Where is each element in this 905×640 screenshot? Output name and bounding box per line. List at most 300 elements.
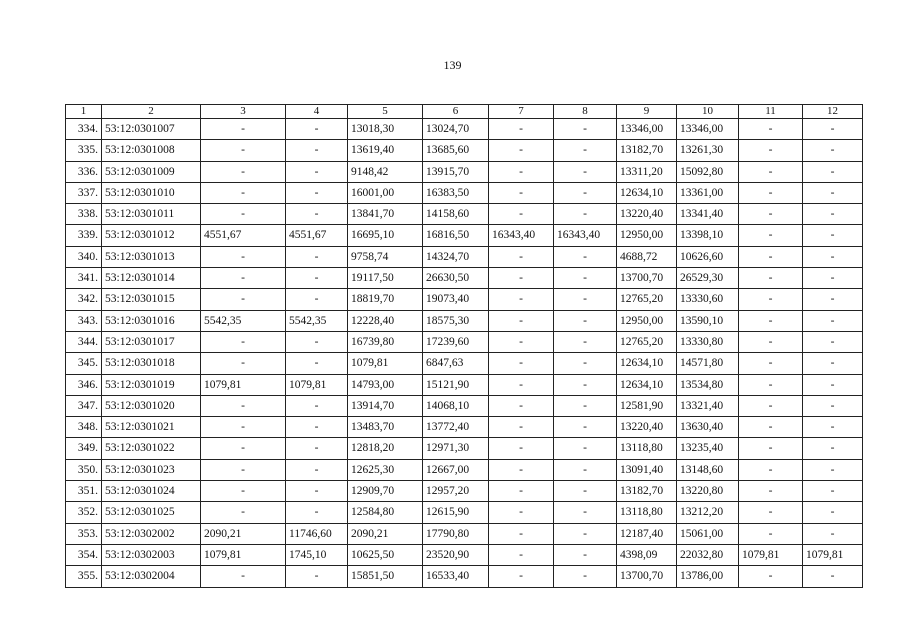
table-row (66, 310, 863, 331)
value-cell: - (554, 161, 617, 182)
cadastral-number-cell: 53:12:0301018 (102, 353, 201, 374)
value-cell: 13330,80 (677, 331, 739, 352)
value-cell: - (803, 140, 863, 161)
value-cell: - (489, 204, 554, 225)
table-row (66, 331, 863, 352)
value-cell: 14158,60 (423, 204, 489, 225)
cadastral-number-cell: 53:12:0302003 (102, 544, 201, 565)
table-row (66, 268, 863, 289)
value-cell: - (286, 395, 348, 416)
row-number-cell: 342. (66, 289, 102, 310)
value-cell: 10626,60 (677, 246, 739, 267)
value-cell: 13220,80 (677, 481, 739, 502)
value-cell: - (286, 161, 348, 182)
table-row (66, 481, 863, 502)
value-cell: - (489, 182, 554, 203)
row-number-cell: 338. (66, 204, 102, 225)
value-cell: 4551,67 (286, 225, 348, 246)
cadastral-number-cell: 53:12:0301022 (102, 438, 201, 459)
value-cell: 15121,90 (423, 374, 489, 395)
value-cell: 9148,42 (348, 161, 423, 182)
value-cell: 13841,70 (348, 204, 423, 225)
value-cell: 1079,81 (803, 544, 863, 565)
value-cell: 16383,50 (423, 182, 489, 203)
row-number-cell: 334. (66, 119, 102, 140)
value-cell: 22032,80 (677, 544, 739, 565)
value-cell: 1079,81 (286, 374, 348, 395)
value-cell: - (201, 268, 286, 289)
value-cell: - (554, 268, 617, 289)
value-cell: - (554, 438, 617, 459)
value-cell: 16533,40 (423, 566, 489, 587)
value-cell: 13398,10 (677, 225, 739, 246)
value-cell: - (489, 310, 554, 331)
value-cell: 13685,60 (423, 140, 489, 161)
value-cell: - (489, 331, 554, 352)
value-cell: 12950,00 (617, 310, 677, 331)
cadastral-number-cell: 53:12:0301012 (102, 225, 201, 246)
value-cell: - (286, 268, 348, 289)
value-cell: - (803, 353, 863, 374)
value-cell: - (739, 395, 803, 416)
cadastral-number-cell: 53:12:0301013 (102, 246, 201, 267)
value-cell: - (739, 161, 803, 182)
value-cell: - (739, 566, 803, 587)
table-row (66, 544, 863, 565)
value-cell: - (286, 438, 348, 459)
table-row (66, 395, 863, 416)
value-cell: - (739, 119, 803, 140)
value-cell: 1079,81 (201, 374, 286, 395)
value-cell: - (201, 119, 286, 140)
value-cell: - (201, 438, 286, 459)
value-cell: - (201, 182, 286, 203)
value-cell: 13182,70 (617, 481, 677, 502)
value-cell: 12584,80 (348, 502, 423, 523)
value-cell: - (803, 268, 863, 289)
row-number-cell: 349. (66, 438, 102, 459)
value-cell: - (739, 481, 803, 502)
value-cell: 15061,00 (677, 523, 739, 544)
value-cell: - (489, 502, 554, 523)
table-row (66, 182, 863, 203)
value-cell: 5542,35 (286, 310, 348, 331)
cadastral-number-cell: 53:12:0301007 (102, 119, 201, 140)
row-number-cell: 345. (66, 353, 102, 374)
value-cell: - (739, 225, 803, 246)
value-cell: - (554, 289, 617, 310)
data-table (65, 104, 863, 588)
value-cell: 13220,40 (617, 204, 677, 225)
value-cell: 12228,40 (348, 310, 423, 331)
value-cell: - (739, 140, 803, 161)
row-number-cell: 350. (66, 459, 102, 480)
value-cell: 13534,80 (677, 374, 739, 395)
value-cell: 16739,80 (348, 331, 423, 352)
cadastral-number-cell: 53:12:0301024 (102, 481, 201, 502)
cadastral-number-cell: 53:12:0301021 (102, 417, 201, 438)
value-cell: - (489, 395, 554, 416)
value-cell: 13619,40 (348, 140, 423, 161)
value-cell: - (739, 353, 803, 374)
row-number-cell: 352. (66, 502, 102, 523)
value-cell: 17790,80 (423, 523, 489, 544)
value-cell: - (739, 246, 803, 267)
value-cell: - (201, 417, 286, 438)
value-cell: 12765,20 (617, 289, 677, 310)
value-cell: 18819,70 (348, 289, 423, 310)
value-cell: - (554, 331, 617, 352)
value-cell: - (554, 374, 617, 395)
value-cell: 13346,00 (617, 119, 677, 140)
value-cell: - (489, 438, 554, 459)
cadastral-number-cell: 53:12:0301010 (102, 182, 201, 203)
value-cell: - (554, 182, 617, 203)
value-cell: - (286, 204, 348, 225)
value-cell: - (286, 502, 348, 523)
row-number-cell: 336. (66, 161, 102, 182)
value-cell: 13118,80 (617, 502, 677, 523)
table-row (66, 119, 863, 140)
table-row (66, 161, 863, 182)
value-cell: 13091,40 (617, 459, 677, 480)
row-number-cell: 337. (66, 182, 102, 203)
value-cell: 1079,81 (201, 544, 286, 565)
value-cell: - (201, 246, 286, 267)
value-cell: - (739, 523, 803, 544)
value-cell: 13346,00 (677, 119, 739, 140)
value-cell: 16343,40 (489, 225, 554, 246)
value-cell: - (201, 289, 286, 310)
value-cell: 16001,00 (348, 182, 423, 203)
column-header: 5 (348, 105, 423, 119)
value-cell: 13772,40 (423, 417, 489, 438)
value-cell: - (803, 225, 863, 246)
value-cell: - (803, 438, 863, 459)
value-cell: - (803, 161, 863, 182)
value-cell: - (489, 459, 554, 480)
value-cell: 16695,10 (348, 225, 423, 246)
value-cell: - (803, 502, 863, 523)
value-cell: - (489, 566, 554, 587)
value-cell: 4551,67 (201, 225, 286, 246)
cadastral-number-cell: 53:12:0301016 (102, 310, 201, 331)
table-row (66, 566, 863, 587)
value-cell: - (489, 161, 554, 182)
column-header: 11 (739, 105, 803, 119)
value-cell: 13311,20 (617, 161, 677, 182)
cadastral-number-cell: 53:12:0302004 (102, 566, 201, 587)
value-cell: 17239,60 (423, 331, 489, 352)
value-cell: 23520,90 (423, 544, 489, 565)
value-cell: 13330,60 (677, 289, 739, 310)
value-cell: 19073,40 (423, 289, 489, 310)
cadastral-number-cell: 53:12:0301014 (102, 268, 201, 289)
value-cell: - (201, 140, 286, 161)
column-header: 12 (803, 105, 863, 119)
cadastral-number-cell: 53:12:0301009 (102, 161, 201, 182)
value-cell: 13700,70 (617, 566, 677, 587)
row-number-cell: 351. (66, 481, 102, 502)
value-cell: 12634,10 (617, 353, 677, 374)
value-cell: 1079,81 (739, 544, 803, 565)
cadastral-number-cell: 53:12:0301023 (102, 459, 201, 480)
value-cell: 12634,10 (617, 374, 677, 395)
value-cell: 12625,30 (348, 459, 423, 480)
value-cell: - (554, 395, 617, 416)
value-cell: 1745,10 (286, 544, 348, 565)
value-cell: - (489, 544, 554, 565)
table-row (66, 204, 863, 225)
value-cell: - (554, 481, 617, 502)
value-cell: - (201, 566, 286, 587)
row-number-cell: 341. (66, 268, 102, 289)
value-cell: - (201, 331, 286, 352)
value-cell: 13786,00 (677, 566, 739, 587)
value-cell: - (554, 417, 617, 438)
value-cell: 2090,21 (348, 523, 423, 544)
value-cell: - (554, 459, 617, 480)
value-cell: - (739, 331, 803, 352)
value-cell: 5542,35 (201, 310, 286, 331)
value-cell: - (554, 310, 617, 331)
value-cell: 12581,90 (617, 395, 677, 416)
value-cell: 13024,70 (423, 119, 489, 140)
row-number-cell: 335. (66, 140, 102, 161)
value-cell: 16343,40 (554, 225, 617, 246)
value-cell: 14571,80 (677, 353, 739, 374)
value-cell: 4688,72 (617, 246, 677, 267)
value-cell: - (201, 481, 286, 502)
value-cell: 12909,70 (348, 481, 423, 502)
value-cell: 19117,50 (348, 268, 423, 289)
value-cell: 13235,40 (677, 438, 739, 459)
value-cell: 12667,00 (423, 459, 489, 480)
value-cell: - (286, 331, 348, 352)
table-row (66, 502, 863, 523)
value-cell: - (803, 246, 863, 267)
row-number-cell: 353. (66, 523, 102, 544)
value-cell: - (201, 459, 286, 480)
table-row (66, 140, 863, 161)
value-cell: - (739, 502, 803, 523)
value-cell: 12187,40 (617, 523, 677, 544)
table-row (66, 374, 863, 395)
value-cell: - (489, 119, 554, 140)
column-header: 8 (554, 105, 617, 119)
column-header: 7 (489, 105, 554, 119)
table-row (66, 459, 863, 480)
value-cell: - (489, 374, 554, 395)
value-cell: - (489, 353, 554, 374)
value-cell: 12957,20 (423, 481, 489, 502)
value-cell: - (554, 523, 617, 544)
value-cell: 14793,00 (348, 374, 423, 395)
cadastral-number-cell: 53:12:0301025 (102, 502, 201, 523)
value-cell: - (489, 417, 554, 438)
table-row (66, 225, 863, 246)
value-cell: - (554, 246, 617, 267)
value-cell: - (739, 459, 803, 480)
value-cell: - (201, 353, 286, 374)
value-cell: - (286, 289, 348, 310)
column-header: 9 (617, 105, 677, 119)
value-cell: 13148,60 (677, 459, 739, 480)
value-cell: - (286, 182, 348, 203)
value-cell: - (554, 566, 617, 587)
value-cell: - (803, 331, 863, 352)
row-number-cell: 344. (66, 331, 102, 352)
value-cell: 13483,70 (348, 417, 423, 438)
cadastral-number-cell: 53:12:0301017 (102, 331, 201, 352)
table-row (66, 353, 863, 374)
value-cell: 13341,40 (677, 204, 739, 225)
value-cell: - (803, 182, 863, 203)
header-row (66, 105, 863, 119)
value-cell: - (803, 395, 863, 416)
value-cell: - (803, 374, 863, 395)
value-cell: 26529,30 (677, 268, 739, 289)
cadastral-number-cell: 53:12:0301011 (102, 204, 201, 225)
column-header: 4 (286, 105, 348, 119)
value-cell: - (554, 502, 617, 523)
value-cell: 13590,10 (677, 310, 739, 331)
value-cell: 18575,30 (423, 310, 489, 331)
value-cell: 15092,80 (677, 161, 739, 182)
cadastral-number-cell: 53:12:0301008 (102, 140, 201, 161)
value-cell: 1079,81 (348, 353, 423, 374)
value-cell: - (286, 119, 348, 140)
value-cell: 13700,70 (617, 268, 677, 289)
value-cell: - (286, 481, 348, 502)
value-cell: - (803, 523, 863, 544)
value-cell: 13914,70 (348, 395, 423, 416)
value-cell: - (201, 395, 286, 416)
value-cell: 12615,90 (423, 502, 489, 523)
value-cell: 13321,40 (677, 395, 739, 416)
value-cell: - (201, 161, 286, 182)
value-cell: - (554, 204, 617, 225)
column-header: 6 (423, 105, 489, 119)
value-cell: 13361,00 (677, 182, 739, 203)
value-cell: 12818,20 (348, 438, 423, 459)
value-cell: - (489, 246, 554, 267)
value-cell: - (489, 481, 554, 502)
value-cell: - (489, 523, 554, 544)
value-cell: 13220,40 (617, 417, 677, 438)
column-header: 10 (677, 105, 739, 119)
value-cell: 11746,60 (286, 523, 348, 544)
value-cell: - (803, 289, 863, 310)
value-cell: 10625,50 (348, 544, 423, 565)
value-cell: - (739, 438, 803, 459)
cadastral-number-cell: 53:12:0302002 (102, 523, 201, 544)
value-cell: 9758,74 (348, 246, 423, 267)
value-cell: - (739, 310, 803, 331)
cadastral-number-cell: 53:12:0301019 (102, 374, 201, 395)
value-cell: 16816,50 (423, 225, 489, 246)
row-number-cell: 343. (66, 310, 102, 331)
page-number: 139 (443, 58, 462, 72)
value-cell: - (739, 417, 803, 438)
table-row (66, 417, 863, 438)
value-cell: - (489, 268, 554, 289)
value-cell: - (803, 417, 863, 438)
row-number-cell: 347. (66, 395, 102, 416)
value-cell: - (554, 140, 617, 161)
row-number-cell: 340. (66, 246, 102, 267)
value-cell: - (286, 246, 348, 267)
value-cell: 14068,10 (423, 395, 489, 416)
value-cell: 13261,30 (677, 140, 739, 161)
value-cell: 13915,70 (423, 161, 489, 182)
value-cell: 6847,63 (423, 353, 489, 374)
value-cell: 2090,21 (201, 523, 286, 544)
value-cell: - (803, 566, 863, 587)
column-header: 1 (66, 105, 102, 119)
value-cell: 12634,10 (617, 182, 677, 203)
value-cell: - (803, 459, 863, 480)
value-cell: - (739, 374, 803, 395)
value-cell: - (803, 119, 863, 140)
column-header: 3 (201, 105, 286, 119)
table-row (66, 523, 863, 544)
value-cell: - (803, 310, 863, 331)
value-cell: 15851,50 (348, 566, 423, 587)
table-row (66, 289, 863, 310)
value-cell: - (201, 204, 286, 225)
value-cell: - (286, 417, 348, 438)
value-cell: 13630,40 (677, 417, 739, 438)
row-number-cell: 355. (66, 566, 102, 587)
row-number-cell: 339. (66, 225, 102, 246)
value-cell: 4398,09 (617, 544, 677, 565)
value-cell: - (489, 140, 554, 161)
value-cell: 13118,80 (617, 438, 677, 459)
cadastral-number-cell: 53:12:0301015 (102, 289, 201, 310)
value-cell: 13182,70 (617, 140, 677, 161)
value-cell: - (554, 119, 617, 140)
value-cell: 13212,20 (677, 502, 739, 523)
value-cell: 12765,20 (617, 331, 677, 352)
value-cell: - (803, 204, 863, 225)
table-body (66, 119, 863, 588)
value-cell: - (739, 204, 803, 225)
value-cell: - (739, 268, 803, 289)
value-cell: 13018,30 (348, 119, 423, 140)
value-cell: 14324,70 (423, 246, 489, 267)
row-number-cell: 346. (66, 374, 102, 395)
row-number-cell: 348. (66, 417, 102, 438)
cadastral-number-cell: 53:12:0301020 (102, 395, 201, 416)
value-cell: - (489, 289, 554, 310)
table-row (66, 246, 863, 267)
value-cell: - (286, 459, 348, 480)
row-number-cell: 354. (66, 544, 102, 565)
value-cell: 12971,30 (423, 438, 489, 459)
value-cell: - (554, 353, 617, 374)
value-cell: - (739, 289, 803, 310)
table-row (66, 438, 863, 459)
value-cell: - (286, 353, 348, 374)
value-cell: - (739, 182, 803, 203)
value-cell: 26630,50 (423, 268, 489, 289)
value-cell: 12950,00 (617, 225, 677, 246)
column-header: 2 (102, 105, 201, 119)
value-cell: - (803, 481, 863, 502)
value-cell: - (201, 502, 286, 523)
value-cell: - (286, 140, 348, 161)
